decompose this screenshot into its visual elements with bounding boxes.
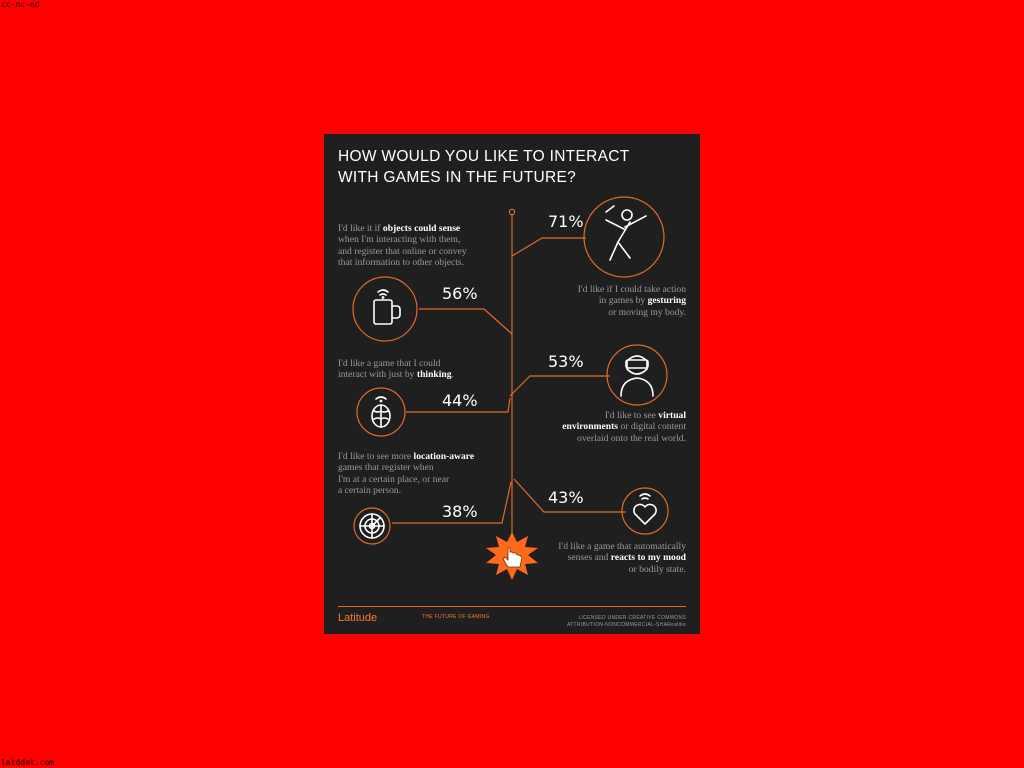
text-line: [524, 307, 686, 318]
percent-gesture: 71%: [548, 212, 584, 231]
vr-headset-person-icon: [621, 356, 653, 396]
body-text: when I'm interacting with them,: [338, 234, 461, 246]
circle-objects: [353, 277, 417, 341]
text-line: [338, 257, 508, 268]
connector-53: [510, 376, 610, 396]
percent-objects: 56%: [442, 284, 478, 303]
body-text: that information to other objects.: [338, 257, 465, 269]
license-line-2: ATTRIBUTION-NONCOMMERCIAL-SHARealike: [566, 622, 686, 628]
text-mood: [524, 541, 686, 575]
infographic-poster: [324, 134, 700, 634]
radar-icon: [360, 514, 384, 538]
body-text: I'd like a game that automatically: [558, 541, 686, 552]
body-text: in games by: [598, 295, 648, 307]
text-line: [338, 369, 508, 380]
source-corner-tag: latddot.com: [1, 758, 54, 767]
text-line: [524, 421, 686, 432]
body-text: senses and: [567, 552, 611, 564]
text-thinking: [338, 358, 508, 381]
text-location: [338, 451, 508, 497]
emphasis-text: reacts to my mood: [610, 552, 686, 564]
mug-wifi-icon: [374, 290, 400, 324]
text-line: [338, 485, 508, 496]
text-line: [524, 295, 686, 306]
percent-location: 38%: [442, 502, 478, 521]
text-line: [338, 462, 508, 473]
text-line: [524, 284, 686, 295]
emphasis-text: objects could sense: [382, 223, 461, 234]
body-text: a certain person.: [338, 485, 402, 497]
body-text: I'd like it if: [338, 223, 383, 234]
emphasis-text: environments: [562, 421, 619, 433]
percent-mood: 43%: [548, 488, 584, 507]
stem-top-dot: [509, 209, 514, 214]
text-line: [338, 246, 508, 257]
footer-divider: [338, 606, 686, 607]
text-line: [524, 541, 686, 552]
body-text: or bodily state.: [628, 563, 686, 575]
circle-virtual: [607, 345, 667, 405]
connector-71: [512, 238, 586, 256]
body-text: or moving my body.: [608, 306, 686, 318]
text-line: [338, 358, 508, 369]
brain-wifi-icon: [372, 397, 390, 427]
emphasis-text: thinking: [416, 369, 452, 381]
body-text: .: [451, 369, 454, 381]
body-text: overlaid onto the real world.: [577, 432, 686, 444]
circle-mood: [622, 488, 668, 534]
body-text: I'd like to see more: [338, 451, 414, 462]
percent-virtual: 53%: [548, 352, 584, 371]
text-line: [338, 234, 508, 245]
text-line: [524, 552, 686, 563]
text-virtual: [524, 410, 686, 444]
license-text: [567, 615, 686, 629]
poster-title-line-1: HOW WOULD YOU LIKE TO INTERACT: [338, 148, 630, 165]
heart-wifi-icon: [634, 494, 656, 524]
footer-subtitle: THE FUTURE OF GAMING: [422, 614, 490, 620]
license-corner-tag: cc-nc-nd: [1, 0, 40, 9]
body-text: I'm at a certain place, or near: [338, 473, 450, 485]
text-line: [338, 474, 508, 485]
body-text: games that register when: [338, 462, 434, 474]
text-line: [524, 433, 686, 444]
body-text: or digital content: [618, 421, 686, 433]
percent-thinking: 44%: [442, 391, 478, 410]
text-line: [524, 564, 686, 575]
text-line: [338, 223, 508, 234]
body-text: and register that online or convey: [338, 245, 467, 257]
body-text: I'd like a game that I could: [338, 358, 441, 369]
circle-gesture: [584, 197, 664, 277]
license-line-1: LICENSED UNDER CREATIVE COMMONS: [578, 615, 686, 621]
text-line: [524, 410, 686, 421]
text-objects: [338, 223, 508, 269]
connector-56: [419, 309, 512, 334]
body-text: I'd like if I could take action: [577, 284, 686, 295]
text-gesture: [524, 284, 686, 318]
poster-title-line-2: WITH GAMES IN THE FUTURE?: [338, 169, 577, 186]
text-line: [338, 451, 508, 462]
body-text: interact with just by: [338, 369, 417, 381]
emphasis-text: gesturing: [647, 295, 686, 307]
brand-logo: Latitude: [338, 612, 378, 624]
emphasis-text: virtual: [658, 410, 686, 421]
gesturing-person-icon: [606, 206, 646, 260]
body-text: I'd like to see: [604, 410, 659, 421]
emphasis-text: location-aware: [413, 451, 475, 462]
